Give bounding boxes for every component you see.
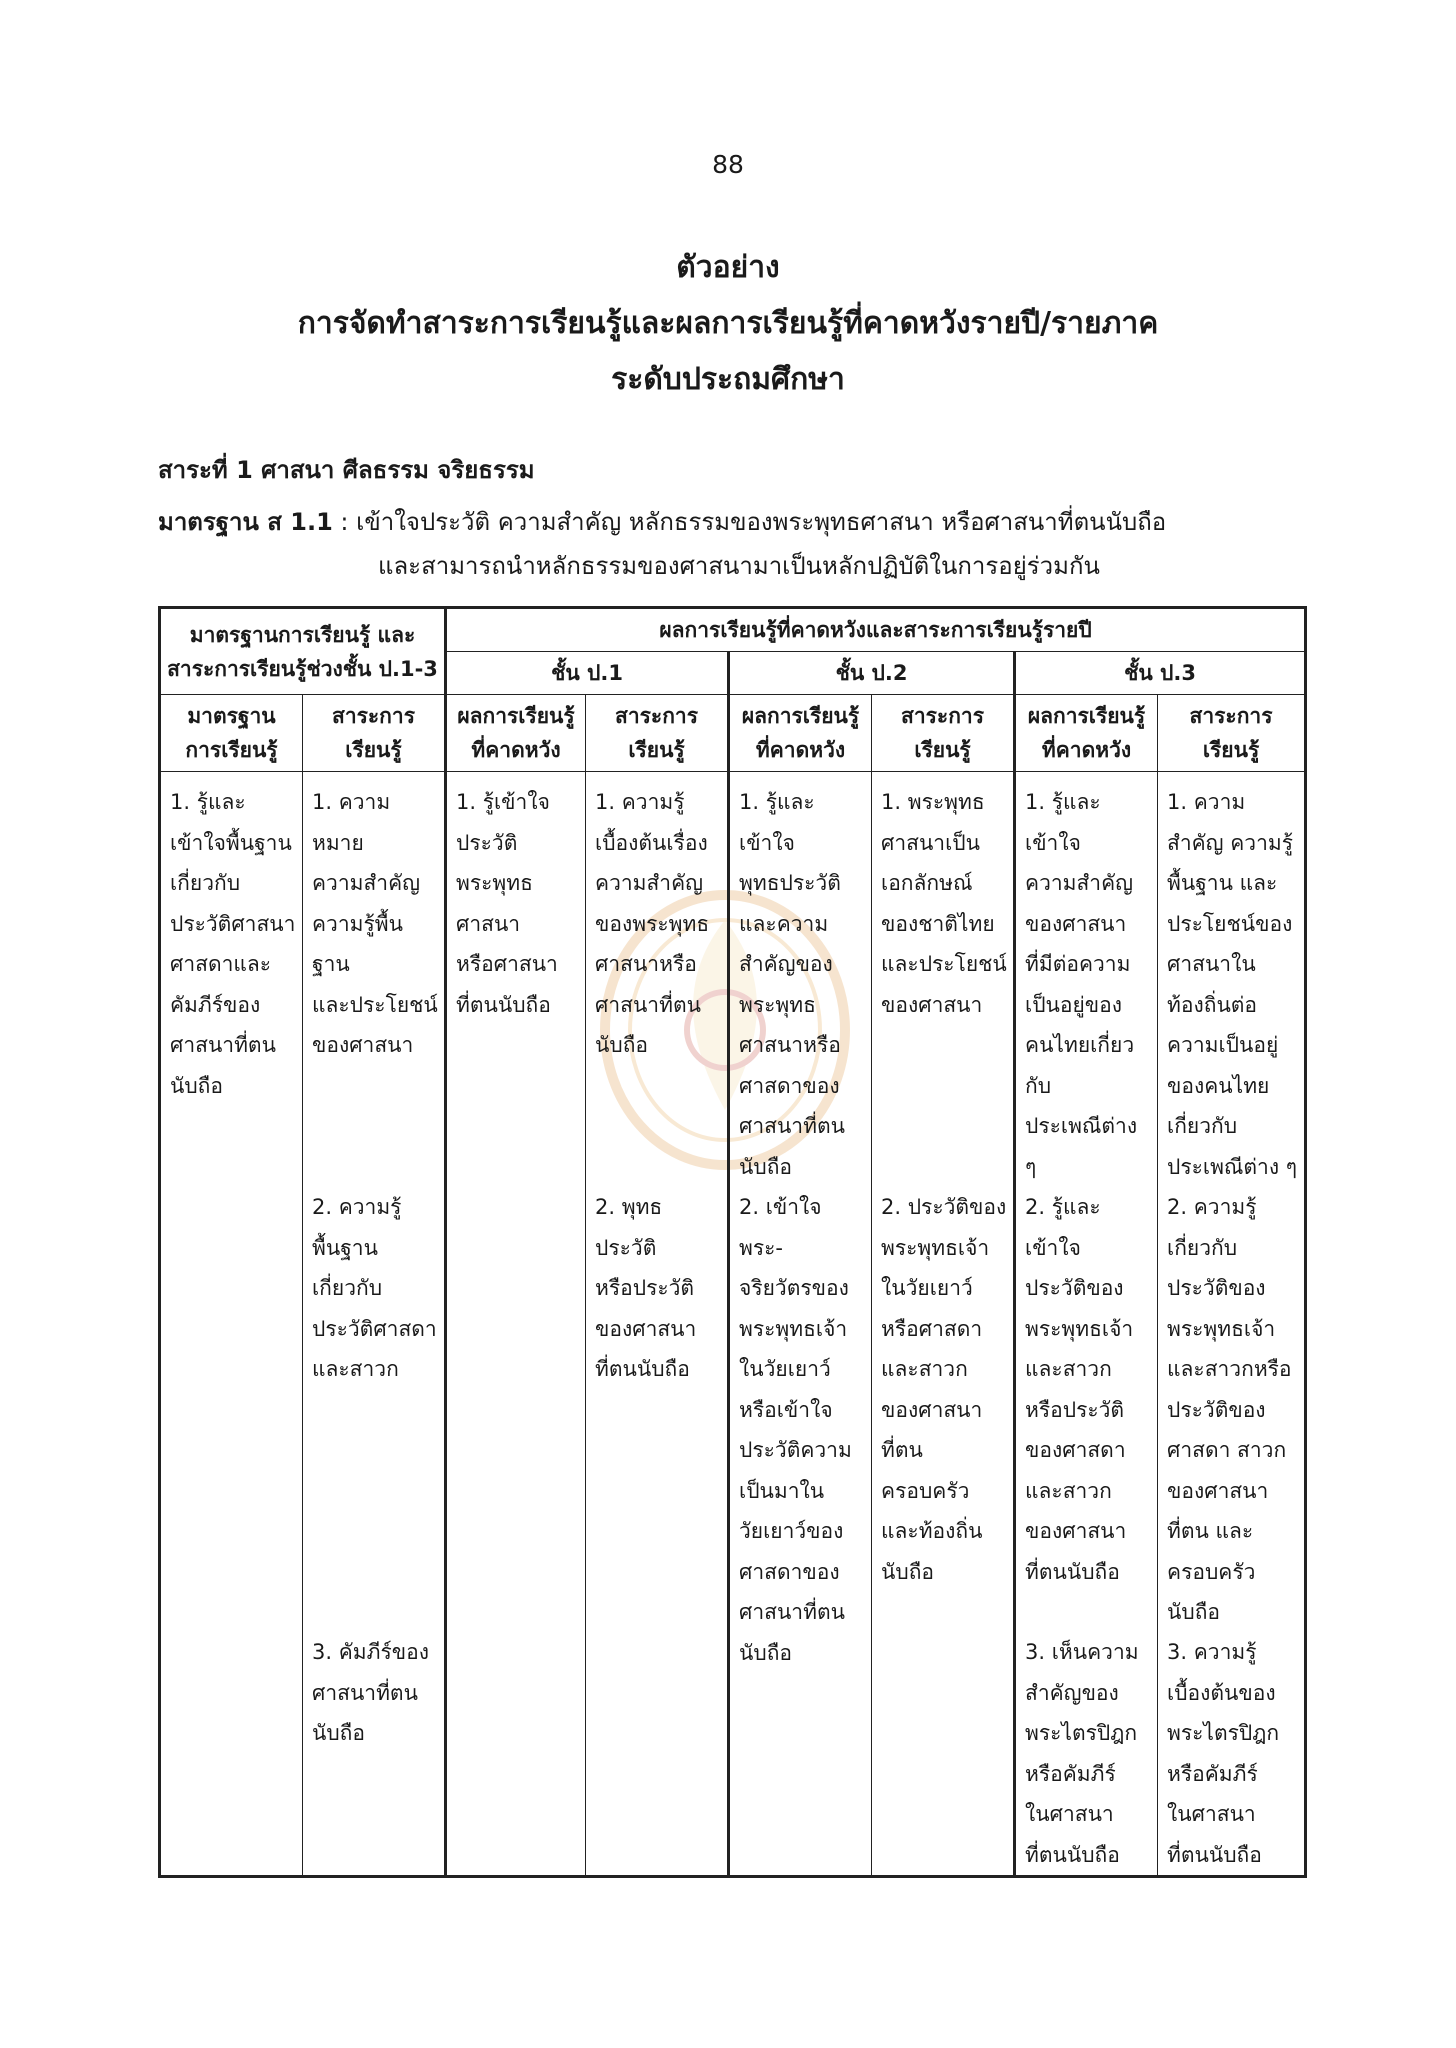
standard-item-1 [170, 782, 296, 1106]
content-p1-item-1 [595, 782, 721, 1187]
cell-text-line: เอกลักษณ์ [881, 871, 973, 895]
cell-text-line: เข้าใจ [1025, 830, 1081, 855]
cell-text-line: หรือศาสนา [456, 952, 558, 976]
content-p3-item-2 [1167, 1187, 1298, 1632]
cell-text-line: และสาวก [881, 1357, 968, 1381]
cell-text-line: ศาสนาที่ตน [312, 1680, 418, 1705]
cell-text-line: นับถือ [739, 1640, 793, 1665]
strand-heading: สาระที่ 1 ศาสนา ศีลธรรม จริยธรรม [158, 456, 535, 484]
cell-text-line: สำคัญของ [1025, 1680, 1119, 1705]
cell-text-line: ของศาสนา [1025, 911, 1127, 936]
cell-text-line: ประเพณีต่าง ๆ [1025, 1114, 1138, 1179]
subheader-content: สาระการ เรียนรู้ [303, 695, 446, 772]
cell-text-line: เป็นอยู่ของ [1025, 992, 1123, 1017]
cell-text-line: ของศาสนา [1167, 1478, 1269, 1503]
cell-text-line: ศาสดาของ [739, 1073, 840, 1098]
cell-text-line: ประวัติ [456, 830, 518, 855]
cell-text-line: ประวัติศาสดา [312, 1316, 437, 1341]
cell-text-line: 2. เข้าใจพระ- [739, 1195, 822, 1260]
cell-text-line: ของศาสดา [1025, 1438, 1126, 1462]
cell-text-line: 1. รู้และ [170, 790, 246, 814]
cell-text-line: เบื้องต้นของ [1167, 1680, 1276, 1705]
cell-text-line: ที่ตน และ [1167, 1519, 1254, 1543]
cell-text-line: เกี่ยวกับ [1167, 1114, 1238, 1138]
cell-text-line: และประโยชน์ [312, 992, 438, 1017]
cell-text-line: และท้องถิ่น [881, 1519, 983, 1543]
cell-text-line: ประวัติความ [739, 1438, 852, 1462]
cell-text-line: พื้นฐาน [312, 1235, 378, 1260]
cell-text-line: และสาวก [1025, 1357, 1112, 1381]
col-content-p3 [1158, 772, 1306, 1877]
cell-text-line: 3. คัมภีร์ของ [312, 1640, 429, 1664]
header-row-sub [160, 695, 1306, 772]
cell-text-line: ศาสนาที่ตน [170, 1033, 276, 1057]
cell-text-line: ในศาสนา [1025, 1802, 1114, 1826]
cell-text-line: ประโยชน์ของ [1167, 911, 1293, 936]
cell-text-line: ที่ตนนับถือ [595, 1357, 690, 1381]
cell-text-line: จริยวัตรของ [739, 1276, 849, 1300]
cell-text-line: ที่มีต่อความ [1025, 952, 1131, 976]
cell-text-line: และความ [739, 911, 829, 936]
col-outcome-p2 [729, 772, 872, 1877]
cell-text-line: ของศาสนา [881, 992, 983, 1017]
cell-text-line: สำคัญของ [739, 952, 833, 976]
cell-text-line: เกี่ยวกับ [312, 1276, 383, 1300]
title-line-2: การจัดทำสาระการเรียนรู้และผลการเรียนรู้ที่คาดหวังรายปี/รายภาค [297, 306, 1159, 341]
cell-text-line: และสาวกหรือ [1167, 1357, 1292, 1381]
standard-text-line-2: และสามารถนำหลักธรรมของศาสนามาเป็นหลักปฏิบัติในการอยู่ร่วมกัน [378, 552, 1100, 580]
cell-text-line: นับถือ [595, 1033, 649, 1057]
cell-text-line: ความสำคัญ [312, 871, 421, 895]
cell-text-line: ประวัติของ [1025, 1276, 1124, 1300]
cell-text-line: เกี่ยวกับ [170, 871, 241, 895]
cell-text-line: 2. ประวัติของ [881, 1195, 1007, 1219]
col-content-p2 [872, 772, 1015, 1877]
header-row-1 [160, 608, 1306, 652]
cell-text-line: ศาสนาที่ตน [739, 1114, 845, 1138]
cell-text-line: ของศาสนา [1025, 1519, 1127, 1543]
cell-text-line: ของชาติไทย [881, 911, 995, 936]
cell-text-line: ศาสดาของ [739, 1559, 840, 1584]
body-row [160, 772, 1306, 1877]
standard-statement [158, 500, 1318, 588]
cell-text-line: 3. เห็นความ [1025, 1640, 1139, 1664]
cell-text-line: ประวัติศาสนา [170, 911, 296, 936]
cell-text-line: พระพุทธเจ้า [739, 1316, 848, 1341]
page-number: 88 [712, 150, 744, 179]
cell-text-line: ประวัติของ [1167, 1397, 1266, 1422]
cell-text-line: พื้นฐาน และ [1167, 871, 1278, 895]
cell-text-line: และสาวก [1025, 1478, 1112, 1503]
outcome-p1-item-1 [456, 782, 579, 1025]
cell-text-line: ความรู้พื้นฐาน [312, 911, 403, 976]
cell-text-line: พระไตรปิฎก [1167, 1721, 1280, 1745]
outcome-p2-item-1 [739, 782, 865, 1187]
header-grade-2: ชั้น ป.2 [729, 652, 1015, 695]
cell-text-line: 1. พระพุทธ [881, 790, 985, 814]
cell-text-line: ศาสนาเป็น [881, 830, 980, 855]
cell-text-line: 1. รู้เข้าใจ [456, 790, 550, 814]
cell-text-line: 3. ความรู้ [1167, 1640, 1257, 1664]
cell-text-line: ศาสนาหรือ [739, 1033, 841, 1057]
cell-text-line: หรือเข้าใจ [739, 1397, 833, 1422]
cell-text-line: 2. ความรู้ [312, 1195, 402, 1219]
cell-text-line: ที่ตนนับถือ [1167, 1842, 1262, 1867]
header-standards-and-content: มาตรฐานการเรียนรู้ และ สาระการเรียนรู้ช่วงชั้น ป.1-3 [160, 608, 446, 695]
cell-text-line: ความสำคัญ [595, 871, 704, 895]
cell-text-line: และประโยชน์ [881, 952, 1007, 976]
cell-text-line: เข้าใจ [1025, 1235, 1081, 1260]
cell-text-line: ท้องถิ่นต่อ [1167, 992, 1258, 1017]
cell-text-line: เกี่ยวกับ [1167, 1235, 1238, 1260]
cell-text-line: หรือประวัติ [595, 1276, 695, 1300]
subheader-content-p3: สาระการ เรียนรู้ [1158, 695, 1306, 772]
cell-text-line: 1. ความหมาย [312, 790, 391, 855]
cell-text-line: ความสำคัญ [1025, 871, 1134, 895]
content-item-3 [312, 1632, 438, 1754]
cell-text-line: ของศาสนา [312, 1033, 414, 1057]
subheader-standard: มาตรฐาน การเรียนรู้ [160, 695, 303, 772]
outcome-p3-item-3 [1025, 1632, 1151, 1875]
cell-text-line: ศาสดาและ [170, 952, 272, 976]
cell-text-line: 2. ความรู้ [1167, 1195, 1257, 1219]
cell-text-line: พระพุทธเจ้า [1025, 1316, 1134, 1341]
cell-text-line: นับถือ [1167, 1600, 1221, 1624]
content-p1-item-2 [595, 1187, 721, 1390]
title-line-3: ระดับประถมศึกษา [611, 362, 845, 397]
cell-text-line: พุทธประวัติ [739, 871, 841, 895]
cell-text-line: ของพระพุทธ [595, 911, 710, 936]
cell-text-line: ศาสนาหรือ [595, 952, 697, 976]
cell-text-line: ของศาสนา [595, 1316, 697, 1341]
content-item-1 [312, 782, 438, 1187]
cell-text-line: ศาสนาใน [1167, 952, 1256, 976]
cell-text-line: คัมภีร์ของ [170, 992, 261, 1017]
content-p2-item-1 [881, 782, 1007, 1187]
title-line-1: ตัวอย่าง [676, 250, 780, 285]
cell-text-line: พระพุทธ [739, 992, 816, 1017]
cell-text-line: ประวัติของ [1167, 1276, 1266, 1300]
content-p3-item-1 [1167, 782, 1298, 1187]
cell-text-line: ศาสนาที่ตน [595, 992, 701, 1017]
subheader-outcome-p3: ผลการเรียนรู้ ที่คาดหวัง [1015, 695, 1158, 772]
cell-text-line: ศาสนาที่ตน [739, 1600, 845, 1624]
cell-text-line: พระไตรปิฎก [1025, 1721, 1138, 1745]
subheader-outcome-p2: ผลการเรียนรู้ ที่คาดหวัง [729, 695, 872, 772]
cell-text-line: สำคัญ ความรู้ [1167, 830, 1293, 855]
col-content-range [303, 772, 446, 1877]
cell-text-line: พระพุทธเจ้า [1167, 1316, 1276, 1341]
cell-text-line: ที่ตน ครอบครัว [881, 1438, 970, 1503]
cell-text-line: เบื้องต้นเรื่อง [595, 830, 708, 855]
outcome-p2-item-2 [739, 1187, 865, 1673]
cell-text-line: ในวัยเยาว์ [881, 1276, 973, 1300]
cell-text-line: ของคนไทย [1167, 1073, 1270, 1098]
subheader-content-p1: สาระการ เรียนรู้ [586, 695, 729, 772]
cell-text-line: นับถือ [881, 1559, 935, 1584]
cell-text-line: เป็นมาใน [739, 1478, 825, 1503]
col-outcome-p1 [446, 772, 586, 1877]
standard-text-line-1: เข้าใจประวัติ ความสำคัญ หลักธรรมของพระพุทธศาสนา หรือศาสนาที่ตนนับถือ [356, 508, 1167, 536]
cell-text-line: นับถือ [170, 1073, 224, 1098]
cell-text-line: คนไทยเกี่ยวกับ [1025, 1033, 1135, 1098]
content-item-2 [312, 1187, 438, 1632]
cell-text-line: ของศาสนา [881, 1397, 983, 1422]
cell-text-line: หรือศาสดา [881, 1316, 983, 1341]
cell-text-line: หรือประวัติ [1025, 1397, 1125, 1422]
content-p3-item-3 [1167, 1632, 1298, 1875]
cell-text-line: 2. พุทธประวัติ [595, 1195, 663, 1260]
cell-text-line: 1. ความ [1167, 790, 1246, 814]
content-p2-item-2 [881, 1187, 1007, 1592]
cell-text-line: นับถือ [312, 1721, 366, 1745]
cell-text-line: และสาวก [312, 1357, 399, 1381]
cell-text-line: ที่ตนนับถือ [1025, 1842, 1120, 1867]
cell-text-line: 1. รู้และเข้าใจ [739, 790, 815, 855]
header-grade-3: ชั้น ป.3 [1015, 652, 1306, 695]
curriculum-table [158, 606, 1307, 1878]
cell-text-line: ครอบครัว [1167, 1559, 1256, 1584]
col-outcome-p3 [1015, 772, 1158, 1877]
outcome-p3-item-2 [1025, 1187, 1151, 1632]
cell-text-line: เข้าใจพื้นฐาน [170, 830, 292, 855]
cell-text-line: วัยเยาว์ของ [739, 1519, 844, 1543]
cell-text-line: ในศาสนา [1167, 1802, 1256, 1826]
header-yearly-outcomes: ผลการเรียนรู้ที่คาดหวังและสาระการเรียนรู้รายปี [446, 608, 1306, 652]
header-grade-1: ชั้น ป.1 [446, 652, 729, 695]
cell-text-line: ที่ตนนับถือ [1025, 1559, 1120, 1584]
cell-text-line: 1. รู้และ [1025, 790, 1101, 814]
cell-text-line: นับถือ [739, 1154, 793, 1179]
cell-text-line: ในวัยเยาว์ [739, 1357, 831, 1381]
cell-text-line: หรือคัมภีร์ [1167, 1761, 1258, 1786]
standard-label: มาตรฐาน ส 1.1 [158, 508, 333, 536]
cell-text-line: หรือคัมภีร์ [1025, 1761, 1116, 1786]
cell-text-line: 2. รู้และ [1025, 1195, 1101, 1219]
subheader-outcome-p1: ผลการเรียนรู้ ที่คาดหวัง [446, 695, 586, 772]
cell-text-line: ประเพณีต่าง ๆ [1167, 1154, 1298, 1179]
cell-text-line: พระพุทธศาสนา [456, 871, 533, 936]
cell-text-line: ที่ตนนับถือ [456, 992, 551, 1017]
standard-separator: : [332, 508, 357, 536]
page-title [0, 240, 1456, 408]
col-content-p1 [586, 772, 729, 1877]
cell-text-line: 1. ความรู้ [595, 790, 685, 814]
cell-text-line: ศาสดา สาวก [1167, 1438, 1287, 1462]
col-standard [160, 772, 303, 1877]
outcome-p3-item-1 [1025, 782, 1151, 1187]
cell-text-line: ความเป็นอยู่ [1167, 1033, 1279, 1057]
subheader-content-p2: สาระการ เรียนรู้ [872, 695, 1015, 772]
cell-text-line: พระพุทธเจ้า [881, 1235, 990, 1260]
